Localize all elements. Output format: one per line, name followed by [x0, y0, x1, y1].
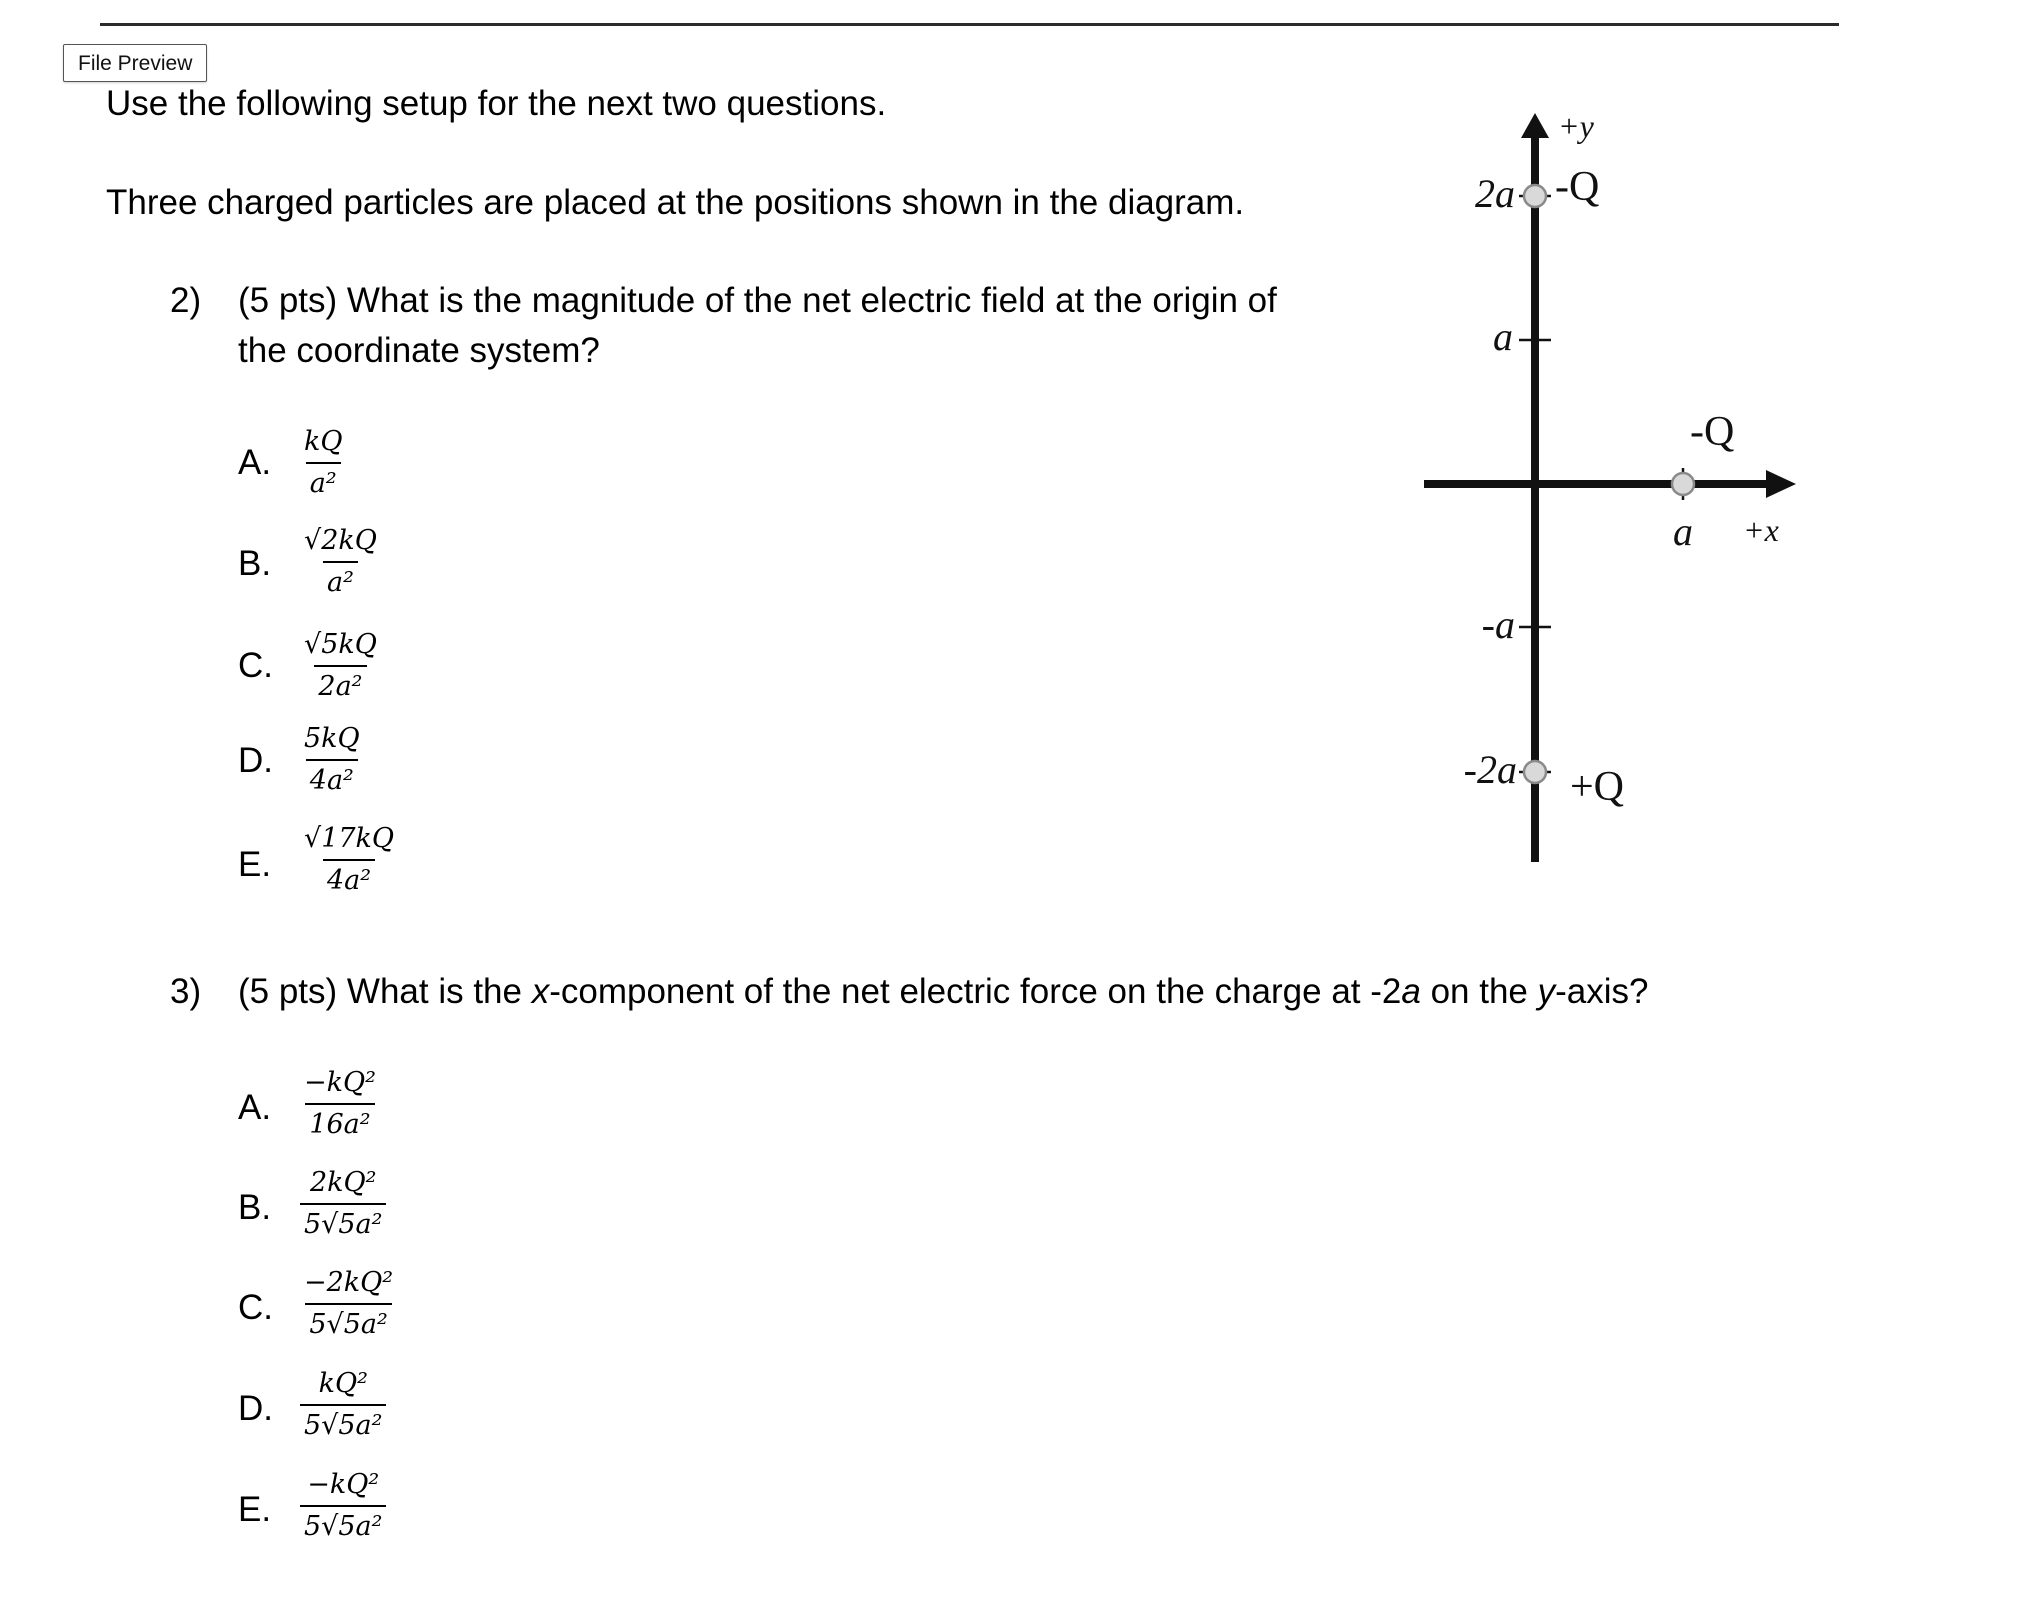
q2-option-a-denominator: a² [306, 462, 341, 501]
q2-option-c-letter: C. [238, 646, 273, 685]
q2-option-c-numerator: √5kQ [304, 629, 377, 660]
charge-diagram [1400, 100, 1820, 880]
q2-option-c-answer[interactable] [300, 628, 381, 704]
question-3-text-x: x [531, 972, 550, 1011]
y-tick-label-a: a [1493, 314, 1513, 359]
question-3-number: 3) [170, 972, 202, 1011]
q3-option-d-denominator: 5√5a² [300, 1404, 386, 1443]
q3-option-c-letter: C. [238, 1288, 273, 1327]
q2-option-d-denominator: 4a² [306, 759, 358, 798]
y-axis-arrow [1521, 113, 1549, 138]
q2-option-d-letter: D. [238, 741, 273, 780]
q3-option-d-letter: D. [238, 1389, 273, 1428]
question-2-line-2: the coordinate system? [238, 331, 600, 370]
charge-right-label: -Q [1690, 409, 1735, 455]
q3-option-a-letter: A. [238, 1088, 272, 1127]
q3-option-e-denominator: 5√5a² [300, 1505, 386, 1544]
charge-top-label: -Q [1555, 164, 1600, 210]
x-tick-label-a: a [1673, 509, 1693, 554]
question-3-text-y: y [1537, 972, 1556, 1011]
q3-option-d-numerator: kQ² [318, 1368, 368, 1399]
q3-option-b-numerator: 2kQ² [309, 1167, 377, 1198]
charge-bottom-label: +Q [1570, 764, 1625, 810]
q3-option-e-answer[interactable] [300, 1468, 386, 1544]
x-axis-arrow [1766, 470, 1796, 498]
q2-option-e-denominator: 4a² [323, 859, 375, 898]
y-axis-label: +y [1558, 108, 1594, 144]
q2-option-b-denominator: a² [323, 561, 358, 600]
q3-option-a-denominator: 16a² [305, 1103, 374, 1142]
description-text: Three charged particles are placed at the positions shown in the diagram. [106, 183, 1245, 222]
q2-option-b-numerator: √2kQ [304, 525, 377, 556]
question-3-text-mid2: on the [1420, 972, 1538, 1011]
q2-option-d-numerator: 5kQ [304, 723, 360, 754]
q3-option-a-numerator: −kQ² [304, 1067, 376, 1098]
q2-option-b-letter: B. [238, 544, 272, 583]
question-2-line-1: (5 pts) What is the magnitude of the net electric field at the origin of [238, 281, 1277, 320]
q3-option-a-answer[interactable] [300, 1066, 380, 1142]
q3-option-b-letter: B. [238, 1188, 272, 1227]
q3-option-b-answer[interactable] [300, 1166, 386, 1242]
q3-option-c-answer[interactable] [300, 1266, 397, 1342]
question-3-text-mid: -component of the net electric force on the charge at -2 [549, 972, 1402, 1011]
q2-option-e-letter: E. [238, 845, 272, 884]
q2-option-b-answer[interactable] [300, 524, 381, 600]
setup-text: Use the following setup for the next two questions. [106, 84, 887, 123]
q3-option-b-denominator: 5√5a² [300, 1203, 386, 1242]
question-2-text [238, 276, 1277, 376]
question-3-text [238, 970, 1648, 1014]
q2-option-a-letter: A. [238, 443, 272, 482]
q3-option-e-letter: E. [238, 1490, 272, 1529]
charge-bottom [1524, 761, 1546, 783]
q3-option-d-answer[interactable] [300, 1367, 386, 1443]
q2-option-d-answer[interactable] [300, 722, 364, 798]
q2-option-c-denominator: 2a² [314, 665, 366, 704]
q3-option-c-denominator: 5√5a² [305, 1303, 391, 1342]
q3-option-e-numerator: −kQ² [307, 1469, 380, 1500]
charge-top [1524, 185, 1546, 207]
q2-option-e-answer[interactable] [300, 822, 398, 898]
question-3-text-post: -axis? [1555, 972, 1649, 1011]
file-preview-button[interactable]: File Preview [63, 44, 207, 82]
top-divider [100, 23, 1839, 26]
y-tick-label-neg-a: -a [1481, 602, 1515, 647]
question-3-text-a: a [1401, 972, 1421, 1011]
q2-option-a-numerator: kQ [304, 426, 343, 457]
question-3-text-pre: (5 pts) What is the [238, 972, 532, 1011]
x-axis-label: +x [1743, 512, 1779, 548]
q3-option-c-numerator: −2kQ² [304, 1267, 394, 1298]
y-tick-label-2a: 2a [1475, 171, 1515, 216]
y-tick-label-neg-2a: -2a [1463, 747, 1517, 792]
question-2-number: 2) [170, 281, 202, 320]
q2-option-e-numerator: √17kQ [304, 823, 395, 854]
charge-right [1672, 473, 1694, 495]
q2-option-a-answer[interactable] [300, 425, 347, 501]
